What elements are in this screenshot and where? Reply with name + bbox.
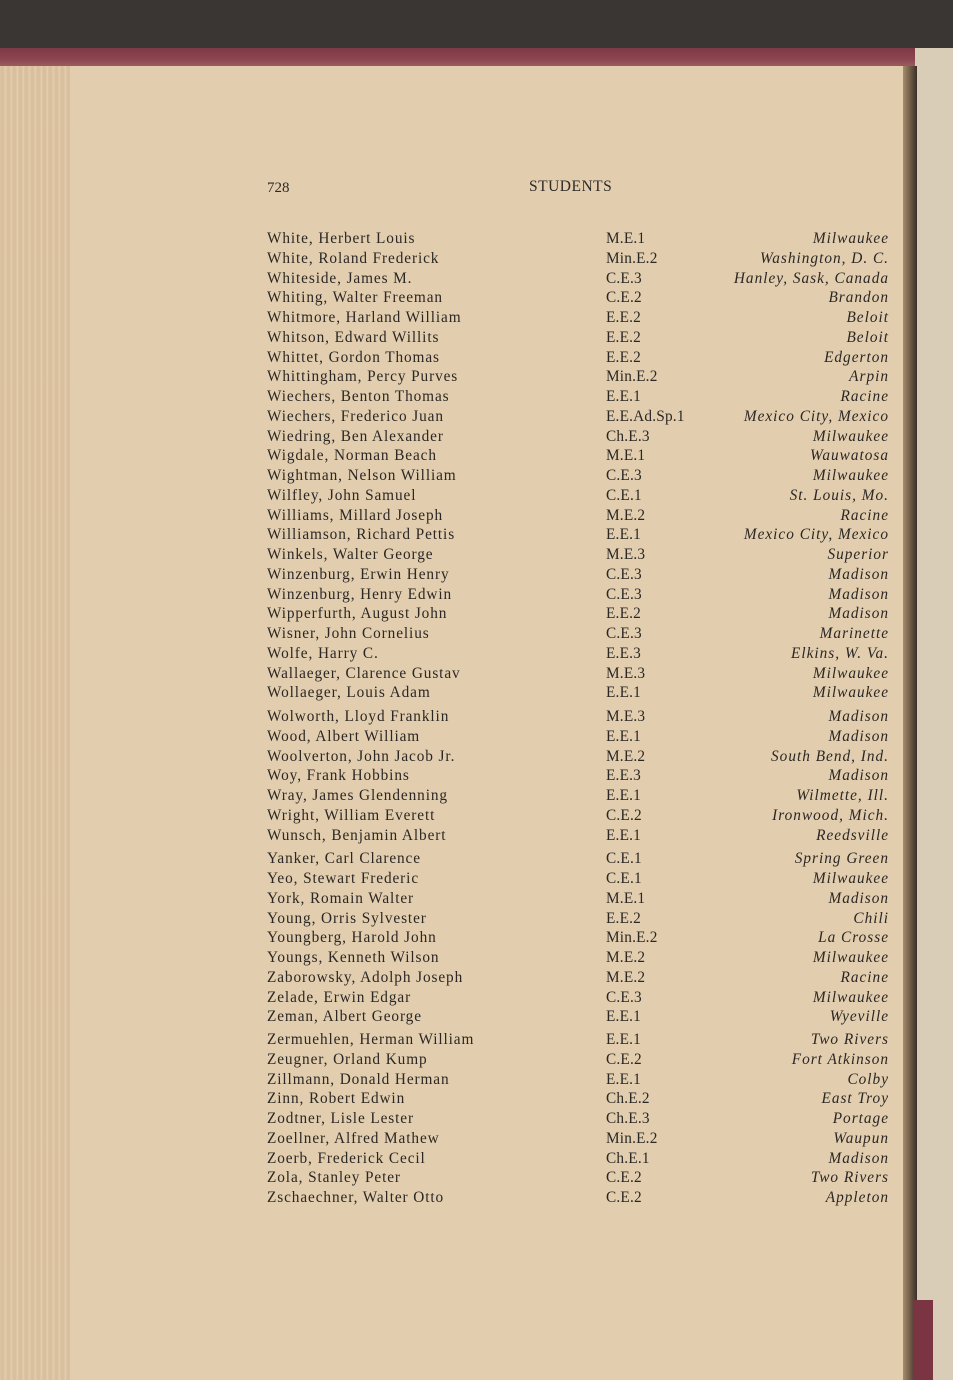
student-course: C.E.1 [606, 870, 642, 887]
student-row [0, 850, 908, 870]
scan-background-top [0, 0, 953, 48]
student-name: Whiteside, James M. [267, 269, 413, 287]
student-hometown: Elkins, W. Va. [791, 644, 889, 662]
student-hometown: Milwaukee [812, 467, 889, 484]
student-hometown: Mexico City, Mexico [743, 526, 889, 544]
student-name: Young, Orris Sylvester [267, 909, 427, 927]
student-name: Zoerb, Frederick Cecil [267, 1149, 426, 1167]
student-row [0, 910, 908, 930]
student-hometown: Two Rivers [810, 1169, 889, 1187]
student-course: E.E.Ad.Sp.1 [606, 407, 685, 425]
student-name: Winkels, Walter George [267, 546, 434, 563]
student-hometown: Madison [828, 708, 889, 725]
student-course: C.E.2 [606, 806, 642, 824]
student-row [0, 949, 908, 969]
student-row [0, 870, 908, 890]
student-name: Wipperfurth, August John [267, 605, 448, 623]
student-course: M.E.1 [606, 889, 646, 907]
student-name: Wright, William Everett [267, 806, 436, 824]
student-course: E.E.2 [606, 309, 641, 326]
student-hometown: Portage [832, 1110, 889, 1127]
student-row [0, 270, 908, 290]
student-hometown: Brandon [828, 289, 889, 307]
student-name: White, Roland Frederick [267, 249, 440, 267]
student-name: Whiting, Walter Freeman [267, 289, 443, 307]
student-row [0, 250, 908, 270]
student-course: E.E.1 [606, 684, 641, 702]
student-row [0, 708, 908, 728]
student-row [0, 969, 908, 989]
student-name: Zeman, Albert George [267, 1008, 422, 1026]
student-hometown: Arpin [849, 368, 889, 386]
student-row [0, 1189, 908, 1209]
student-row [0, 625, 908, 645]
student-hometown: Appleton [825, 1189, 889, 1206]
student-hometown: Milwaukee [812, 230, 889, 247]
student-hometown: Madison [828, 889, 889, 907]
student-name: Winzenburg, Erwin Henry [267, 565, 450, 583]
facing-page-strip [915, 48, 953, 1380]
student-name: Zaborowsky, Adolph Joseph [267, 968, 464, 986]
student-name: Whittingham, Percy Purves [267, 368, 459, 386]
student-hometown: Edgerton [824, 348, 889, 366]
student-row [0, 526, 908, 546]
student-hometown: Wyeville [829, 1008, 889, 1026]
student-hometown: Milwaukee [812, 664, 889, 682]
student-hometown: St. Louis, Mo. [789, 486, 889, 504]
student-name: Youngberg, Harold John [267, 929, 437, 947]
student-course: Min.E.2 [606, 368, 658, 386]
student-course: E.E.3 [606, 644, 641, 662]
student-name: Whitmore, Harland William [267, 309, 462, 326]
student-row [0, 1008, 908, 1028]
student-row [0, 1031, 908, 1051]
student-row [0, 684, 908, 704]
student-course: E.E.1 [606, 727, 641, 745]
student-course: C.E.2 [606, 1189, 642, 1206]
student-course: M.E.3 [606, 664, 646, 682]
student-row [0, 929, 908, 949]
student-row [0, 645, 908, 665]
student-course: E.E.1 [606, 1008, 641, 1026]
student-row [0, 728, 908, 748]
student-course: E.E.1 [606, 1031, 641, 1048]
student-hometown: Racine [840, 506, 889, 524]
student-row [0, 467, 908, 487]
student-name: Zermuehlen, Herman William [267, 1031, 475, 1048]
student-row [0, 1071, 908, 1091]
student-hometown: Marinette [819, 625, 889, 642]
student-hometown: La Crosse [818, 929, 889, 947]
student-name: Youngs, Kenneth Wilson [267, 949, 440, 966]
student-hometown: Spring Green [794, 850, 889, 868]
student-name: Wood, Albert William [267, 727, 421, 745]
student-name: Whittet, Gordon Thomas [267, 348, 440, 366]
student-course: Ch.E.1 [606, 1149, 650, 1167]
student-name: Yanker, Carl Clarence [267, 850, 421, 868]
student-hometown: Milwaukee [812, 949, 889, 966]
student-hometown: Madison [828, 1149, 889, 1167]
student-course: C.E.3 [606, 269, 642, 287]
student-row [0, 1130, 908, 1150]
student-name: Wallaeger, Clarence Gustav [267, 664, 461, 682]
student-course: E.E.1 [606, 826, 641, 844]
student-hometown: Beloit [846, 328, 889, 346]
student-course: M.E.3 [606, 708, 646, 725]
student-course: C.E.1 [606, 850, 642, 868]
student-course: C.E.1 [606, 486, 642, 504]
student-hometown: Wauwatosa [810, 447, 889, 465]
student-course: E.E.2 [606, 348, 641, 366]
student-hometown: Milwaukee [812, 870, 889, 887]
student-course: Min.E.2 [606, 1129, 658, 1147]
student-hometown: Madison [828, 605, 889, 623]
student-row [0, 289, 908, 309]
student-row [0, 1110, 908, 1130]
student-course: E.E.1 [606, 787, 641, 804]
student-hometown: South Bend, Ind. [771, 747, 889, 765]
student-name: Zschaechner, Walter Otto [267, 1189, 445, 1206]
student-course: M.E.1 [606, 230, 646, 247]
student-row [0, 1090, 908, 1110]
student-hometown: Hanley, Sask, Canada [733, 269, 889, 287]
student-row [0, 507, 908, 527]
student-course: E.E.1 [606, 1070, 641, 1088]
student-name: Wiechers, Frederico Juan [267, 407, 444, 425]
student-course: M.E.1 [606, 447, 646, 465]
student-name: Woy, Frank Hobbins [267, 767, 410, 785]
student-name: Zoellner, Alfred Mathew [267, 1129, 440, 1147]
student-name: Wolfe, Harry C. [267, 644, 379, 662]
student-name: Wisner, John Cornelius [267, 625, 430, 642]
student-course: M.E.2 [606, 949, 646, 966]
student-row [0, 447, 908, 467]
student-course: M.E.2 [606, 506, 646, 524]
student-row [0, 388, 908, 408]
student-row [0, 408, 908, 428]
student-row [0, 748, 908, 768]
student-row [0, 1051, 908, 1071]
page-title: STUDENTS [529, 178, 613, 195]
student-row [0, 807, 908, 827]
student-course: E.E.1 [606, 526, 641, 544]
student-course: M.E.3 [606, 546, 646, 563]
student-row [0, 428, 908, 448]
student-row [0, 230, 908, 250]
student-row [0, 546, 908, 566]
student-hometown: Mexico City, Mexico [743, 407, 889, 425]
student-name: Wiedring, Ben Alexander [267, 427, 444, 445]
student-hometown: Madison [828, 767, 889, 785]
student-hometown: Madison [828, 727, 889, 745]
student-name: White, Herbert Louis [267, 230, 416, 247]
student-hometown: Waupun [833, 1129, 889, 1147]
student-name: Wiechers, Benton Thomas [267, 388, 450, 405]
student-course: E.E.2 [606, 328, 641, 346]
student-course: M.E.2 [606, 747, 646, 765]
student-row [0, 487, 908, 507]
student-row [0, 767, 908, 787]
student-course: E.E.1 [606, 388, 641, 405]
student-hometown: Fort Atkinson [791, 1050, 889, 1068]
student-hometown: Racine [840, 388, 889, 405]
student-hometown: Superior [827, 546, 889, 563]
student-course: C.E.3 [606, 467, 642, 484]
student-name: Wightman, Nelson William [267, 467, 457, 484]
student-hometown: Wilmette, Ill. [796, 787, 889, 804]
student-hometown: Washington, D. C. [759, 249, 889, 267]
student-row [0, 566, 908, 586]
student-name: Wolworth, Lloyd Franklin [267, 708, 450, 725]
student-hometown: Madison [828, 565, 889, 583]
student-course: E.E.2 [606, 605, 641, 623]
student-name: Yeo, Stewart Frederic [267, 870, 420, 887]
student-course: Ch.E.3 [606, 427, 650, 445]
student-name: Zola, Stanley Peter [267, 1169, 401, 1187]
student-hometown: Racine [840, 968, 889, 986]
student-row [0, 1169, 908, 1189]
student-course: C.E.3 [606, 988, 642, 1006]
student-hometown: Two Rivers [810, 1031, 889, 1048]
student-name: Winzenburg, Henry Edwin [267, 585, 453, 603]
student-name: Zelade, Erwin Edgar [267, 988, 412, 1006]
student-course: E.E.2 [606, 909, 641, 927]
student-row [0, 1150, 908, 1170]
student-hometown: Reedsville [816, 826, 889, 844]
student-row [0, 890, 908, 910]
student-hometown: Colby [847, 1070, 889, 1088]
student-hometown: Chili [853, 909, 889, 927]
student-row [0, 586, 908, 606]
student-row [0, 329, 908, 349]
student-row [0, 605, 908, 625]
student-row [0, 349, 908, 369]
student-name: Wilfley, John Samuel [267, 486, 417, 504]
student-course: C.E.2 [606, 1050, 642, 1068]
student-hometown: Madison [828, 585, 889, 603]
student-course: C.E.3 [606, 565, 642, 583]
student-row [0, 827, 908, 847]
student-hometown: Ironwood, Mich. [772, 806, 889, 824]
student-hometown: East Troy [821, 1090, 889, 1108]
student-course: Min.E.2 [606, 929, 658, 947]
student-course: C.E.3 [606, 625, 642, 642]
student-name: Zodtner, Lisle Lester [267, 1110, 414, 1127]
student-hometown: Milwaukee [812, 988, 889, 1006]
page-header [0, 178, 908, 198]
student-name: Wollaeger, Louis Adam [267, 684, 431, 702]
student-course: Ch.E.3 [606, 1110, 650, 1127]
student-name: Zillmann, Donald Herman [267, 1070, 450, 1088]
student-name: Wunsch, Benjamin Albert [267, 826, 447, 844]
student-hometown: Beloit [846, 309, 889, 326]
student-name: Woolverton, John Jacob Jr. [267, 747, 456, 765]
page-number: 728 [267, 180, 290, 196]
student-name: Wray, James Glendenning [267, 787, 448, 804]
student-name: Williams, Millard Joseph [267, 506, 444, 524]
student-row [0, 309, 908, 329]
student-course: E.E.3 [606, 767, 641, 785]
student-name: York, Romain Walter [267, 889, 415, 907]
student-row [0, 989, 908, 1009]
student-course: M.E.2 [606, 968, 646, 986]
student-course: C.E.2 [606, 1169, 642, 1187]
student-name: Zeugner, Orland Kump [267, 1050, 428, 1068]
student-name: Whitson, Edward Willits [267, 328, 440, 346]
student-course: Ch.E.2 [606, 1090, 650, 1108]
student-row [0, 787, 908, 807]
student-hometown: Milwaukee [812, 684, 889, 702]
student-course: C.E.3 [606, 585, 642, 603]
book-cover-corner [913, 1300, 933, 1380]
student-name: Williamson, Richard Pettis [267, 526, 456, 544]
student-hometown: Milwaukee [812, 427, 889, 445]
student-name: Wigdale, Norman Beach [267, 447, 437, 465]
student-course: C.E.2 [606, 289, 642, 307]
student-row [0, 368, 908, 388]
student-name: Zinn, Robert Edwin [267, 1090, 406, 1108]
student-course: Min.E.2 [606, 249, 658, 267]
student-row [0, 665, 908, 685]
